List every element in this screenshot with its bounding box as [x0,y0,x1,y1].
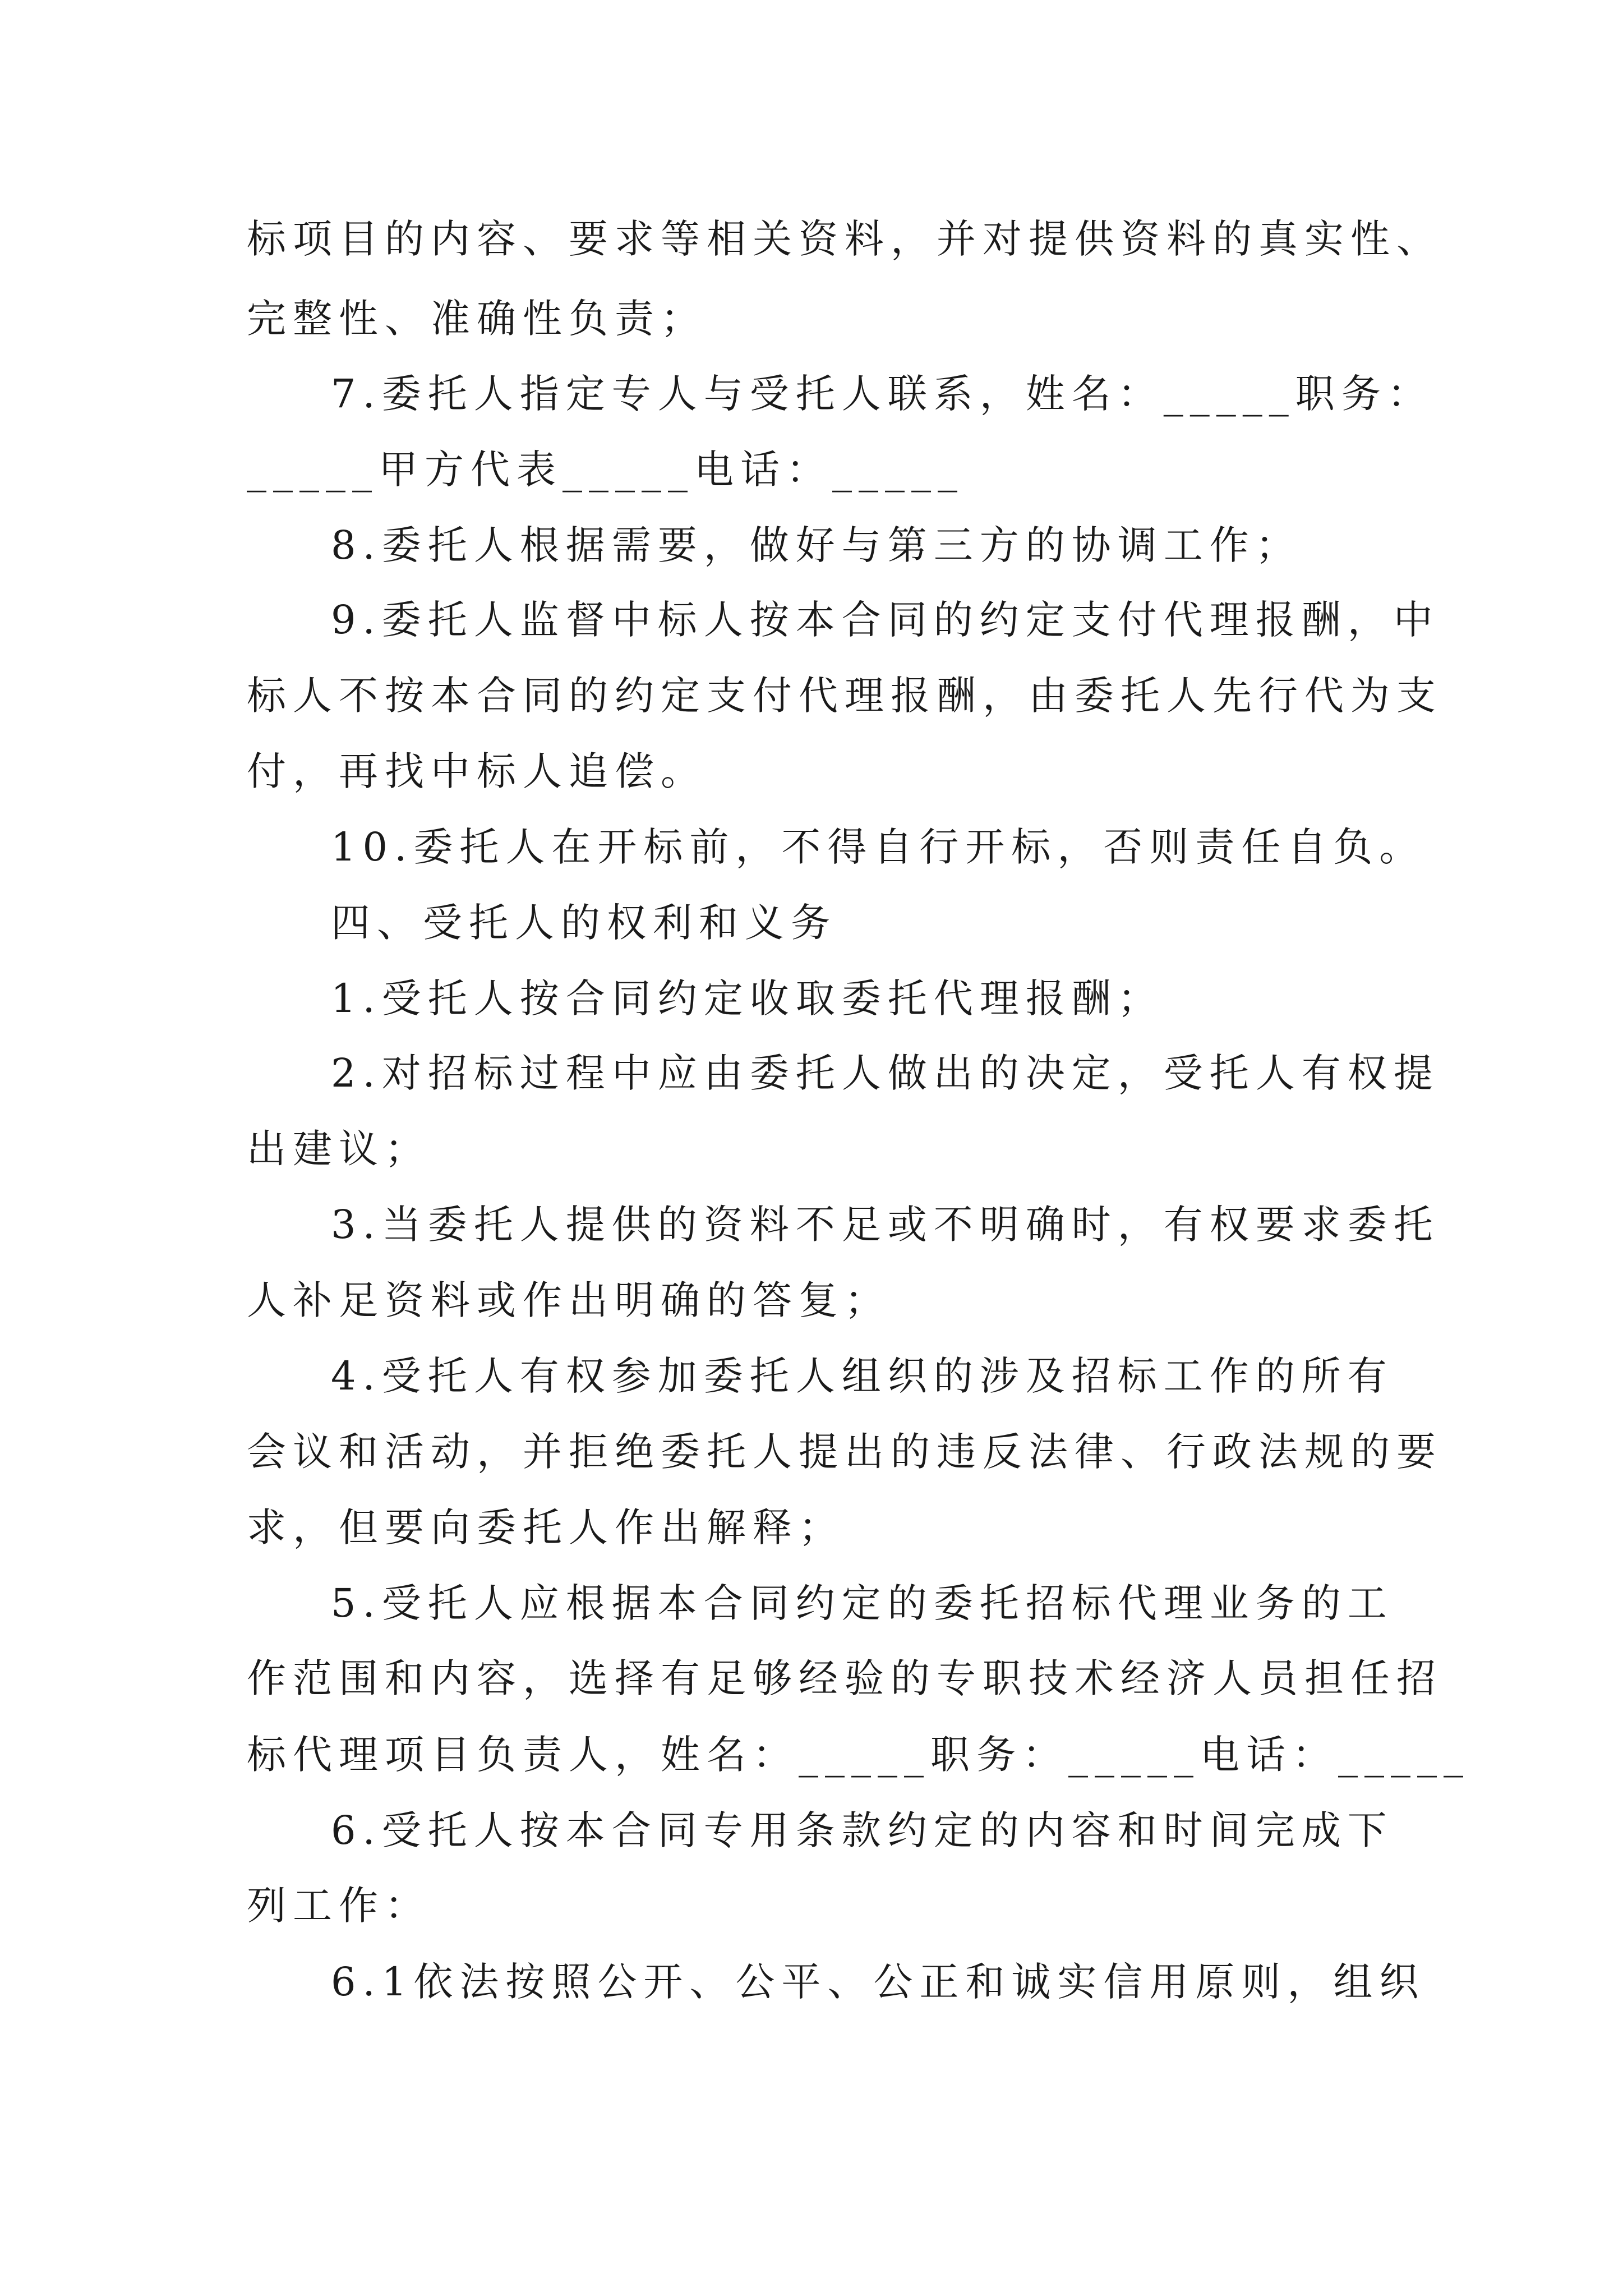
text-line: 标人不按本合同的约定支付代理报酬，由委托人先行代为支 [247,673,1442,719]
text-line: 人补足资料或作出明确的答复； [247,1277,891,1323]
text-line: 求，但要向委托人作出解释； [247,1504,845,1550]
text-line: 9.委托人监督中标人按本合同的约定支付代理报酬，中 [331,597,1440,643]
text-line: 8.委托人根据需要，做好与第三方的协调工作； [331,522,1302,568]
text-line: 6.1依法按照公开、公平、公正和诚实信用原则，组织 [331,1959,1426,2005]
text-line: 2.对招标过程中应由委托人做出的决定，受托人有权提 [331,1050,1440,1096]
text-line: 作范围和内容，选择有足够经验的专职技术经济人员担任招 [247,1655,1442,1701]
text-line: 3.当委托人提供的资料不足或不明确时，有权要求委托 [331,1202,1440,1248]
text-line: 6.受托人按本合同专用条款约定的内容和时间完成下 [331,1807,1394,1853]
text-line: 10.委托人在开标前，不得自行开标，否则责任自负。 [331,824,1426,870]
text-line: 完整性、准确性负责； [247,296,707,342]
text-line: 标代理项目负责人，姓名：_____职务：_____电话：_____ [247,1732,1470,1778]
text-line: 列工作： [247,1883,431,1929]
text-line: 付，再找中标人追偿。 [247,748,707,794]
text-line: 标项目的内容、要求等相关资料，并对提供资料的真实性、 [247,216,1442,262]
text-line: _____甲方代表_____电话：_____ [247,447,964,493]
text-line: 7.委托人指定专人与受托人联系，姓名：_____职务： [331,371,1433,417]
text-line: 4.受托人有权参加委托人组织的涉及招标工作的所有 [331,1353,1394,1399]
section-heading: 四、受托人的权利和义务 [331,900,837,946]
text-line: 1.受托人按合同约定收取委托代理报酬； [331,976,1164,1022]
text-line: 出建议； [247,1126,431,1172]
text-line: 会议和活动，并拒绝委托人提出的违反法律、行政法规的要 [247,1429,1442,1475]
text-line: 5.受托人应根据本合同约定的委托招标代理业务的工 [331,1580,1394,1626]
